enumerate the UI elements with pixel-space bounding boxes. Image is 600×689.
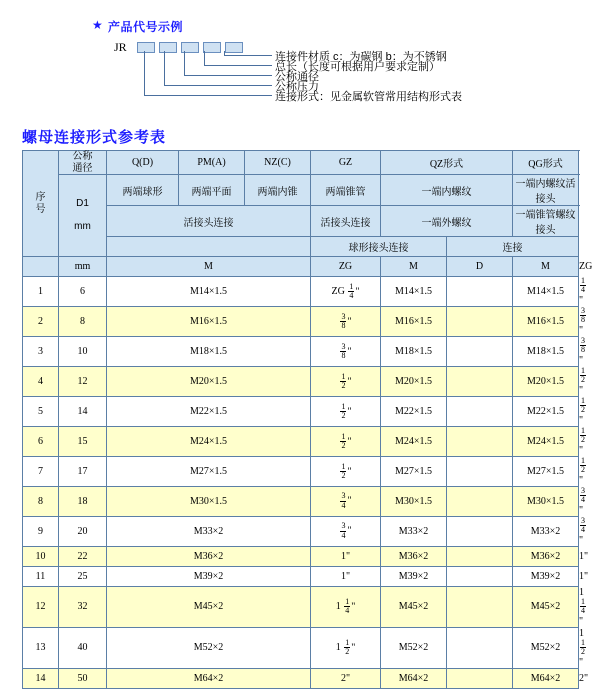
table-row: 8 18 M30×1.5 $\frac{3}{4}$ " M30×1.5 M30×1.5 $\frac{3}{4}$ " xyxy=(23,486,579,516)
cell-dn: 10 xyxy=(59,336,107,366)
header-sub-connect: 连接 xyxy=(447,237,579,257)
header-seq: 序 号 xyxy=(23,151,59,257)
leader-line-v5 xyxy=(144,51,145,95)
cell-m-union: M14×1.5 xyxy=(107,277,311,307)
legend-title: 产品代号示例 xyxy=(108,20,184,34)
cell-qz-m: M22×1.5 xyxy=(381,396,447,426)
table-row: 2 8 M16×1.5 $\frac{3}{8}$ " M16×1.5 M16×1.5 $\frac{3}{8}$ " xyxy=(23,306,579,336)
table-header-row-desc xyxy=(23,175,579,206)
table-header-row-subgroup xyxy=(23,237,579,257)
cell-qz-m: M30×1.5 xyxy=(381,486,447,516)
table-row: 12 32 M45×2 1 $\frac{1}{4}$ " M45×2 M45×2 1 $\frac{1}{4}$ " xyxy=(23,586,579,627)
header-unit-seq xyxy=(23,257,59,277)
legend-item-material: 连接件材质 c：为碳钢 b：为不锈钢 xyxy=(275,51,447,63)
cell-zg-gz: $\frac{3}{4}$ " xyxy=(311,516,381,546)
header-dn-sub: D1 mm xyxy=(59,175,107,257)
header-unit-d: D xyxy=(447,257,513,277)
header-group-pm: PM(A) xyxy=(179,151,245,175)
table-header-row-connection xyxy=(23,206,579,237)
nut-connection-reference-table xyxy=(22,150,593,689)
header-group-qz: QZ形式 xyxy=(381,151,513,175)
header-group-q: Q(D) xyxy=(107,151,179,175)
product-code-legend xyxy=(0,0,600,115)
code-boxes xyxy=(137,42,243,53)
cell-qz-m: M16×1.5 xyxy=(381,306,447,336)
cell-qz-d xyxy=(447,426,513,456)
cell-qz-m: M36×2 xyxy=(381,546,447,566)
cell-dn: 6 xyxy=(59,277,107,307)
cell-qz-m: M33×2 xyxy=(381,516,447,546)
cell-qg-m: M27×1.5 xyxy=(513,456,579,486)
cell-qz-m: M64×2 xyxy=(381,668,447,688)
cell-zg-gz: $\frac{1}{2}$ " xyxy=(311,456,381,486)
cell-m-union: M16×1.5 xyxy=(107,306,311,336)
cell-dn: 40 xyxy=(59,627,107,668)
cell-qg-m: M22×1.5 xyxy=(513,396,579,426)
cell-qz-d xyxy=(447,277,513,307)
cell-seq: 8 xyxy=(23,486,59,516)
leader-line-h3 xyxy=(184,75,272,76)
cell-qz-m: M24×1.5 xyxy=(381,426,447,456)
header-desc-qg: 一端内螺纹活接头 xyxy=(513,175,579,206)
cell-zg-gz: $\frac{3}{4}$ " xyxy=(311,486,381,516)
cell-dn: 50 xyxy=(59,668,107,688)
cell-seq: 10 xyxy=(23,546,59,566)
cell-qz-m: M52×2 xyxy=(381,627,447,668)
header-unit-mm: mm xyxy=(59,257,107,277)
cell-zg-gz: $\frac{1}{2}$ " xyxy=(311,426,381,456)
header-desc-q: 两端球形 xyxy=(107,175,179,206)
cell-zg-gz: $\frac{3}{8}$ " xyxy=(311,306,381,336)
cell-dn: 32 xyxy=(59,586,107,627)
table-header-row-units: mm M ZG M D M ZG xyxy=(23,257,579,277)
cell-m-union: M33×2 xyxy=(107,516,311,546)
table-row: 7 17 M27×1.5 $\frac{1}{2}$ " M27×1.5 M27×1.5 $\frac{1}{2}$ " xyxy=(23,456,579,486)
header-conn-union-b: 活接头连接 xyxy=(311,206,381,237)
legend-item-nominal-diameter: 公称通径 xyxy=(275,71,319,83)
cell-m-union: M45×2 xyxy=(107,586,311,627)
cell-qz-m: M45×2 xyxy=(381,586,447,627)
table-row: 13 40 M52×2 1 $\frac{1}{2}$ " M52×2 M52×2 1 $\frac{1}{2}$ " xyxy=(23,627,579,668)
legend-item-connection-type: 连接形式：见金属软管常用结构形式表 xyxy=(275,91,462,103)
cell-qz-d xyxy=(447,516,513,546)
cell-seq: 1 xyxy=(23,277,59,307)
cell-qz-d xyxy=(447,306,513,336)
header-unit-zg-1: ZG xyxy=(311,257,381,277)
cell-qg-m: M45×2 xyxy=(513,586,579,627)
cell-zg-gz: 1" xyxy=(311,546,381,566)
cell-qg-m: M39×2 xyxy=(513,566,579,586)
cell-qz-m: M27×1.5 xyxy=(381,456,447,486)
cell-qz-d xyxy=(447,586,513,627)
header-unit-m-2: M xyxy=(381,257,447,277)
cell-m-union: M22×1.5 xyxy=(107,396,311,426)
cell-qz-d xyxy=(447,486,513,516)
cell-dn: 17 xyxy=(59,456,107,486)
cell-qz-d xyxy=(447,668,513,688)
leader-line-h2 xyxy=(204,65,272,66)
header-unit-m-3: M xyxy=(513,257,579,277)
header-group-nz: NZ(C) xyxy=(245,151,311,175)
table-row: 11 25 M39×2 1" M39×2 M39×2 1" xyxy=(23,566,579,586)
cell-qz-d xyxy=(447,366,513,396)
cell-qz-d xyxy=(447,456,513,486)
header-unit-m-1: M xyxy=(107,257,311,277)
cell-qz-d xyxy=(447,566,513,586)
cell-dn: 15 xyxy=(59,426,107,456)
cell-qg-m: M18×1.5 xyxy=(513,336,579,366)
cell-qg-m: M14×1.5 xyxy=(513,277,579,307)
table-row: 1 6 M14×1.5 ZG $\frac{1}{4}$ " M14×1.5 M14×1.5 $\frac{1}{4}$ " xyxy=(23,277,579,307)
cell-seq: 11 xyxy=(23,566,59,586)
cell-qg-m: M33×2 xyxy=(513,516,579,546)
code-box-1 xyxy=(137,42,155,53)
table-row: 5 14 M22×1.5 $\frac{1}{2}$ " M22×1.5 M22×1.5 $\frac{1}{2}$ " xyxy=(23,396,579,426)
cell-zg-gz: 1 $\frac{1}{2}$ " xyxy=(311,627,381,668)
legend-item-nominal-pressure: 公称压力 xyxy=(275,81,319,93)
cell-seq: 4 xyxy=(23,366,59,396)
cell-qz-m: M20×1.5 xyxy=(381,366,447,396)
table-row: 14 50 M64×2 2" M64×2 M64×2 2" xyxy=(23,668,579,688)
cell-zg-gz: 2" xyxy=(311,668,381,688)
cell-qz-d xyxy=(447,627,513,668)
cell-zg-gz: $\frac{1}{2}$ " xyxy=(311,366,381,396)
cell-m-union: M39×2 xyxy=(107,566,311,586)
cell-m-union: M64×2 xyxy=(107,668,311,688)
header-desc-qz: 一端内螺纹 xyxy=(381,175,513,206)
table-row: 6 15 M24×1.5 $\frac{1}{2}$ " M24×1.5 M24×1.5 $\frac{1}{2}$ " xyxy=(23,426,579,456)
cell-qg-m: M30×1.5 xyxy=(513,486,579,516)
legend-item-total-length: 总长（长度可根据用户要求定制） xyxy=(275,61,440,73)
cell-zg-gz: 1 $\frac{1}{4}$ " xyxy=(311,586,381,627)
cell-zg-gz: 1" xyxy=(311,566,381,586)
cell-seq: 5 xyxy=(23,396,59,426)
cell-m-union: M30×1.5 xyxy=(107,486,311,516)
cell-qz-m: M39×2 xyxy=(381,566,447,586)
cell-dn: 22 xyxy=(59,546,107,566)
cell-qg-m: M36×2 xyxy=(513,546,579,566)
cell-qz-d xyxy=(447,336,513,366)
leader-line-h5 xyxy=(144,95,272,96)
cell-seq: 7 xyxy=(23,456,59,486)
star-icon: ★ xyxy=(92,18,103,32)
table-row: 10 22 M36×2 1" M36×2 M36×2 1" xyxy=(23,546,579,566)
cell-seq: 9 xyxy=(23,516,59,546)
cell-seq: 12 xyxy=(23,586,59,627)
leader-line-v4 xyxy=(164,51,165,85)
table-header-row-codes xyxy=(23,151,579,175)
cell-m-union: M52×2 xyxy=(107,627,311,668)
table-row: 3 10 M18×1.5 $\frac{3}{8}$ " M18×1.5 M18×1.5 $\frac{3}{8}$ " xyxy=(23,336,579,366)
cell-qz-m: M14×1.5 xyxy=(381,277,447,307)
header-group-qg: QG形式 xyxy=(513,151,579,175)
cell-dn: 18 xyxy=(59,486,107,516)
cell-qg-m: M24×1.5 xyxy=(513,426,579,456)
leader-line-v3 xyxy=(184,51,185,75)
cell-dn: 12 xyxy=(59,366,107,396)
cell-m-union: M27×1.5 xyxy=(107,456,311,486)
cell-zg-gz: $\frac{1}{2}$ " xyxy=(311,396,381,426)
product-prefix-label: JR xyxy=(114,40,127,54)
cell-dn: 8 xyxy=(59,306,107,336)
header-conn-external-thread: 一端外螺纹 xyxy=(381,206,513,237)
leader-line-v2 xyxy=(204,51,205,65)
header-conn-union-a: 活接头连接 xyxy=(107,206,311,237)
code-box-2 xyxy=(159,42,177,53)
cell-dn: 25 xyxy=(59,566,107,586)
cell-dn: 14 xyxy=(59,396,107,426)
header-sub-blank xyxy=(107,237,311,257)
cell-qg-m: M52×2 xyxy=(513,627,579,668)
cell-m-union: M24×1.5 xyxy=(107,426,311,456)
cell-qz-m: M18×1.5 xyxy=(381,336,447,366)
code-box-4 xyxy=(203,42,221,53)
cell-qg-m: M20×1.5 xyxy=(513,366,579,396)
cell-seq: 3 xyxy=(23,336,59,366)
cell-seq: 6 xyxy=(23,426,59,456)
cell-qg-m: M16×1.5 xyxy=(513,306,579,336)
code-box-5 xyxy=(225,42,243,53)
header-desc-gz: 两端锥管 xyxy=(311,175,381,206)
header-sub-ball-joint: 球形接头连接 xyxy=(311,237,447,257)
cell-qz-d xyxy=(447,396,513,426)
cell-zg-gz: ZG $\frac{1}{4}$ " xyxy=(311,277,381,307)
cell-zg-gz: $\frac{3}{8}$ " xyxy=(311,336,381,366)
header-desc-pm: 两端平面 xyxy=(179,175,245,206)
leader-line-h1 xyxy=(224,55,272,56)
cell-qg-m: M64×2 xyxy=(513,668,579,688)
cell-dn: 20 xyxy=(59,516,107,546)
cell-m-union: M36×2 xyxy=(107,546,311,566)
cell-seq: 2 xyxy=(23,306,59,336)
cell-m-union: M20×1.5 xyxy=(107,366,311,396)
cell-seq: 14 xyxy=(23,668,59,688)
cell-seq: 13 xyxy=(23,627,59,668)
leader-line-h4 xyxy=(164,85,272,86)
header-desc-nz: 两端内锥 xyxy=(245,175,311,206)
cell-qz-d xyxy=(447,546,513,566)
header-nominal-dn: 公称 通径 xyxy=(59,151,107,175)
table-title: 螺母连接形式参考表 xyxy=(22,129,167,146)
cell-m-union: M18×1.5 xyxy=(107,336,311,366)
table-row: 9 20 M33×2 $\frac{3}{4}$ " M33×2 M33×2 $\frac{3}{4}$ " xyxy=(23,516,579,546)
header-conn-taper-pipe: 一端锥管螺纹接头 xyxy=(513,206,579,237)
table-row: 4 12 M20×1.5 $\frac{1}{2}$ " M20×1.5 M20×1.5 $\frac{1}{2}$ " xyxy=(23,366,579,396)
header-group-gz: GZ xyxy=(311,151,381,175)
